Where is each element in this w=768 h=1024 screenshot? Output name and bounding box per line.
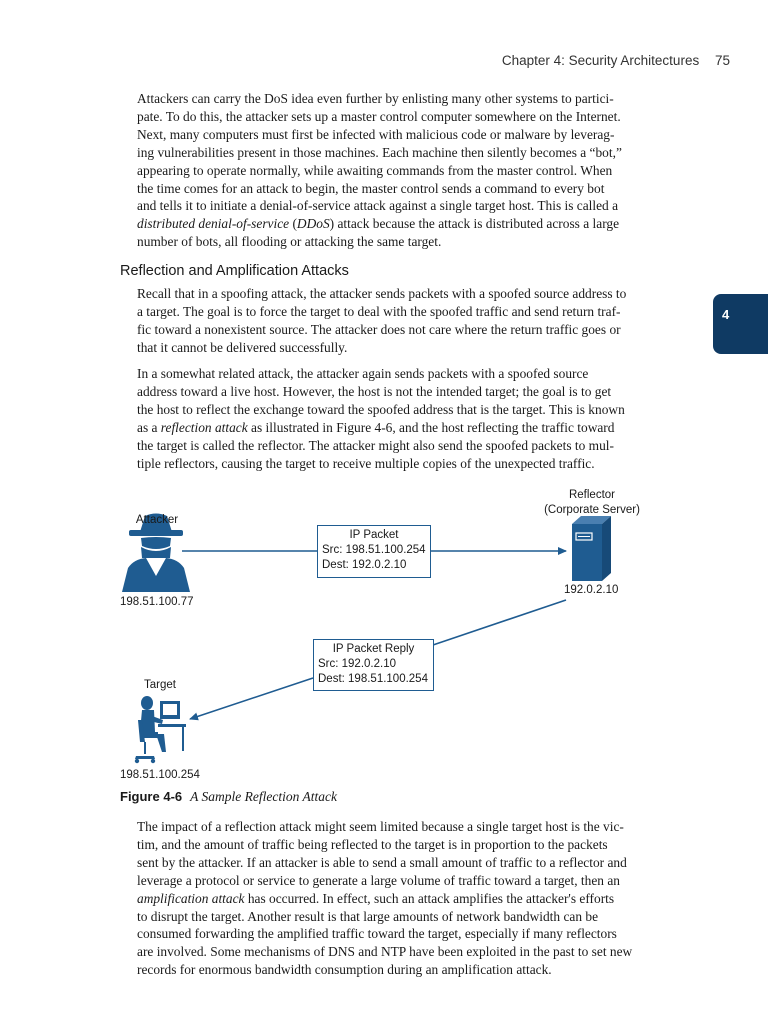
paragraph-spoofing [137,285,667,357]
section-heading: Reflection and Amplification Attacks [120,263,349,279]
attacker-ip: 198.51.100.77 [120,596,194,608]
figure-title: A Sample Reflection Attack [190,789,337,804]
server-icon [572,516,611,581]
reply-line-upper [430,600,566,646]
text-line: leverage a protocol or service to generate a large volume of traffic toward a target, then an [137,872,620,888]
text-line: Next, many computers must first be infected with malicious code or malware by leverag- [137,126,615,142]
text-line: tim, and the amount of traffic being reflected to the target is in proportion to the packets [137,836,608,852]
text-line: records for enormous bandwidth consumption during an amplification attack. [137,962,552,978]
text-line: In a somewhat related attack, the attacker again sends packets with a spoofed source [137,366,589,381]
text-line: amplification attack has occurred. In effect, such an attack amplifies the attacker's efforts [137,890,615,906]
text-line: number of bots, all flooding or attacking the same target. [137,234,442,250]
text-line: ing vulnerabilities present in those machines. Each machine then silently becomes a “bot,” [137,144,622,160]
packet-title: IP Packet [349,529,399,541]
figure-caption [120,789,337,805]
target-user-icon [135,696,186,763]
figure-number: Figure 4-6 [120,789,183,804]
text-line: fic toward a nonexistent source. The attacker does not care where the return traffic goes or [137,321,621,337]
attacker-label: Attacker [135,514,179,526]
text-line: a target. The goal is to force the target to deal with the spoofed traffic and send return traf- [137,303,621,319]
text-line: to disrupt the target. Another result is that large amounts of network bandwidth can be [137,908,599,924]
paragraph-amplification [137,818,667,979]
reply-dest: Dest: 198.51.100.254 [318,673,428,685]
term-ddos: distributed denial-of-service [137,216,290,232]
text-line: the target is called the reflector. The attacker might also send the spoofed packets to mul- [137,437,614,453]
reflector-sublabel: (Corporate Server) [544,504,640,516]
reflector-ip: 192.0.2.10 [564,584,619,596]
text-line: The impact of a reflection attack might seem limited because a single target host is the vic- [137,819,624,834]
target-label: Target [144,679,176,691]
chapter-title: Chapter 4: Security Architectures [501,53,700,68]
text-line: sent by the attacker. If an attacker is able to send a small amount of traffic to a reflector and [137,854,627,870]
text-line: the host to reflect the exchange toward the spoofed address that is the target. This is known [137,401,625,417]
target-ip: 198.51.100.254 [120,769,200,781]
term-amplification-attack: amplification attack [137,890,245,906]
text-line: address toward a live host. However, the host is not the intended target; the goal is to get [137,383,612,399]
text-line: consumed forwarding the amplified traffic toward the target, especially if many reflectors [137,926,617,942]
packet-dest: Dest: 192.0.2.10 [322,559,407,571]
page-number: 75 [714,53,730,68]
term-reflection-attack: reflection attack [160,419,248,435]
reply-title: IP Packet Reply [332,643,415,655]
paragraph-ddos [137,90,667,251]
text-line: Recall that in a spoofing attack, the attacker sends packets with a spoofed source address to [137,286,627,301]
text-line: that it cannot be delivered successfully. [137,339,348,355]
reply-arrow-lower [190,678,313,719]
ip-packet-box [317,525,431,578]
text-line: pate. To do this, the attacker sets up a master control computer somewhere on the Internet. [137,108,621,124]
reflection-attack-diagram [100,480,680,790]
text-line: distributed denial-of-service (DDoS) attack because the attack is distributed across a large [137,216,620,232]
text-line: appearing to operate normally, while awaiting commands from the master control. When [137,162,613,178]
text-line: tiple reflectors, causing the target to receive multiple copies of the unexpected traffic. [137,455,595,471]
text-line: as a reflection attack as illustrated in Figure 4-6, and the host reflecting the traffic toward [137,419,615,435]
reply-src: Src: 192.0.2.10 [318,658,396,670]
ip-packet-reply-box [313,639,434,691]
packet-src: Src: 198.51.100.254 [322,544,426,556]
text-line: are involved. Some mechanisms of DNS and NTP have been exploited in the past to set new [137,944,633,960]
chapter-tab: 4 [713,294,768,354]
text-line: the time comes for an attack to begin, the master control sends a command to every bot [137,180,605,196]
reflector-label: Reflector [568,489,616,501]
paragraph-reflection [137,365,667,472]
abbr-ddos: DDoS [296,216,330,232]
running-header [502,53,730,68]
text-line: and tells it to initiate a denial-of-service attack against a single target host. This is called a [137,198,619,214]
text-line: Attackers can carry the DoS idea even further by enlisting many other systems to partici- [137,91,614,106]
